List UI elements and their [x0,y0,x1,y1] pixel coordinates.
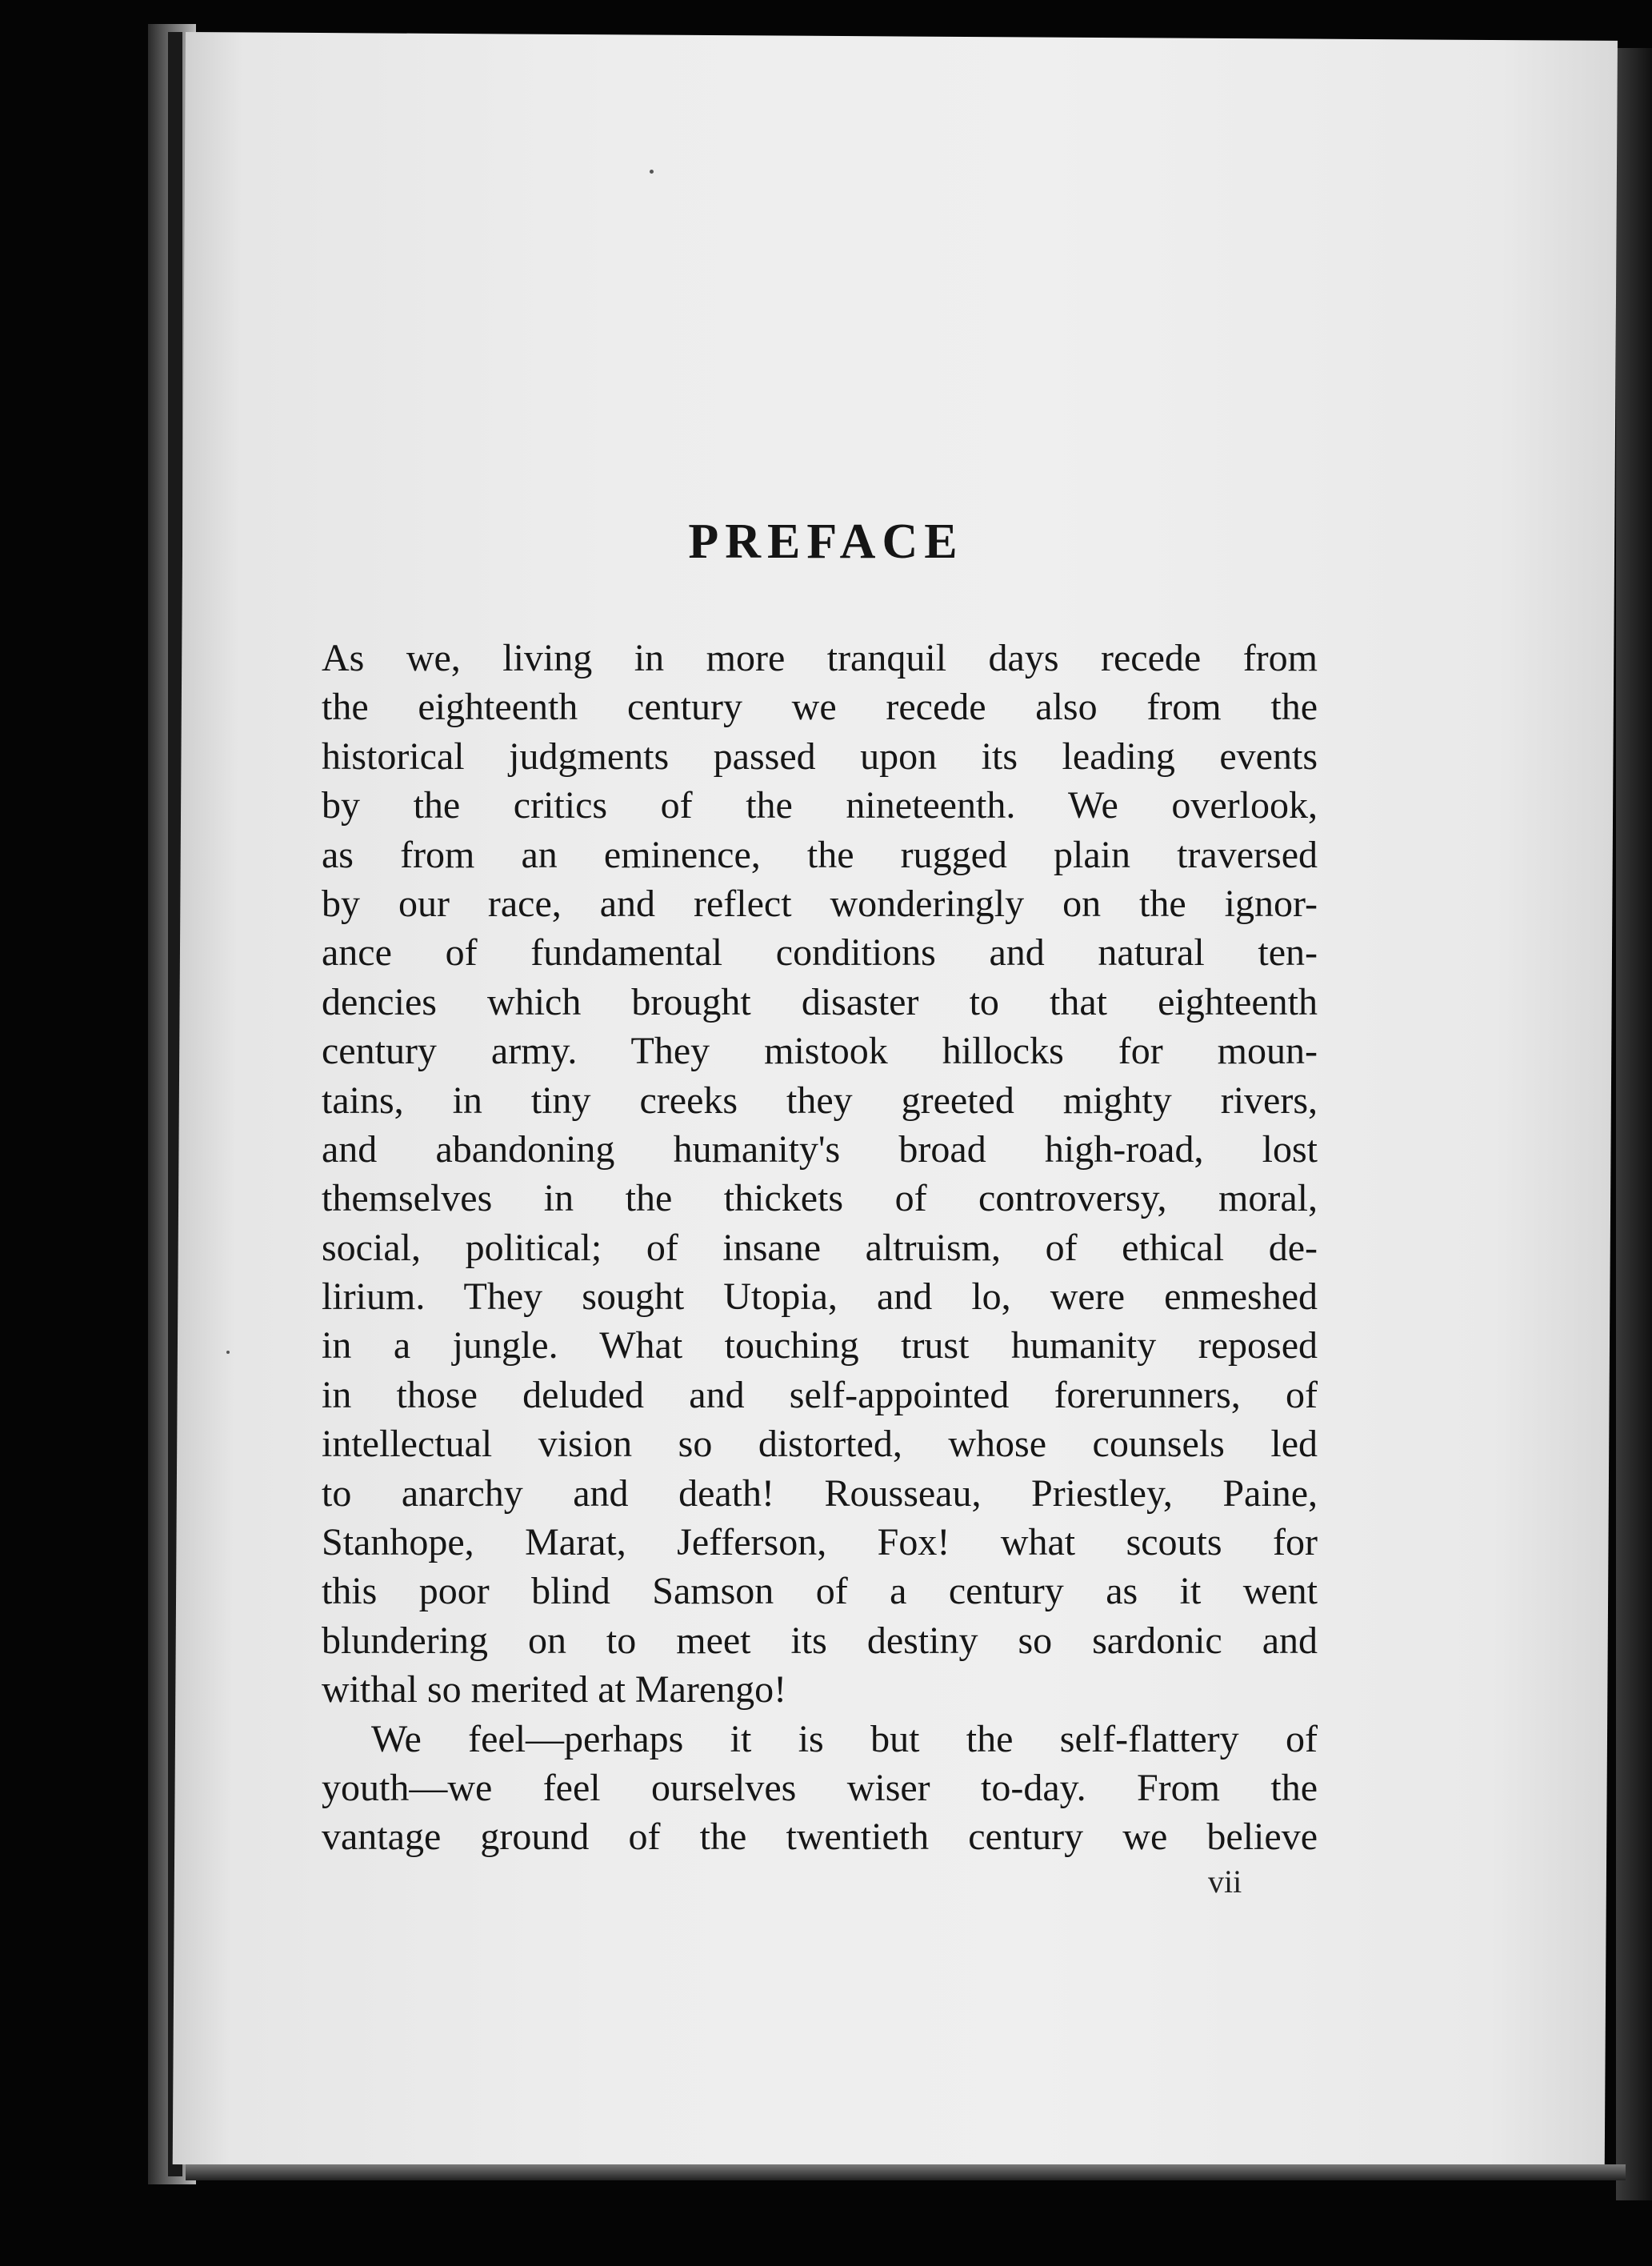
text-line: intellectual vision so distorted, whose counsels led [322,1423,1318,1466]
dust-speck [226,1351,230,1354]
text-line: As we, living in more tranquil days recede from [322,637,1318,679]
text-line: in those deluded and self-appointed forerunners, of [322,1373,1318,1416]
text-line: the eighteenth century we recede also from the [322,686,1318,729]
body-text [322,634,1318,1862]
text-line: Stanhope, Marat, Jefferson, Fox! what scouts for [322,1521,1318,1564]
text-line: We feel—perhaps it is but the self-flattery of [371,1717,1318,1760]
bottom-page-edge [186,2164,1626,2180]
text-line: century army. They mistook hillocks for moun- [322,1030,1318,1073]
dust-speck [650,170,654,174]
text-line: to anarchy and death! Rousseau, Priestley, Paine, [322,1471,1318,1515]
text-line: tains, in tiny creeks they greeted mighty rivers, [322,1079,1318,1122]
text-line: historical judgments passed upon its leading events [322,735,1318,778]
text-line: ance of fundamental conditions and natural ten- [322,931,1318,975]
page-number: vii [1208,1864,1242,1900]
text-line: dencies which brought disaster to that eighteenth [322,980,1318,1023]
text-line: in a jungle. What touching trust humanity reposed [322,1324,1318,1367]
text-line: vantage ground of the twentieth century we believe [322,1816,1318,1859]
page-title: PREFACE [688,514,964,569]
text-line: and abandoning humanity's broad high-road, lost [322,1127,1318,1171]
paragraph-2 [322,1715,1318,1862]
text-line: social, political; of insane altruism, of ethical de- [322,1226,1318,1269]
text-line: youth—we feel ourselves wiser to-day. From the [322,1766,1318,1809]
text-line: by the critics of the nineteenth. We overlook, [322,784,1318,827]
paragraph-1 [322,634,1318,1715]
text-line: lirium. They sought Utopia, and lo, were enmeshed [322,1275,1318,1319]
right-page-edge [1616,48,1652,2200]
text-line: blundering on to meet its destiny so sardonic and [322,1619,1318,1662]
text-line: by our race, and reflect wonderingly on the ignor- [322,882,1318,925]
text-line: withal so merited at Marengo! [322,1668,787,1712]
text-line: themselves in the thickets of controversy, moral, [322,1177,1318,1220]
text-line: this poor blind Samson of a century as it went [322,1570,1318,1613]
text-line: as from an eminence, the rugged plain traversed [322,833,1318,876]
